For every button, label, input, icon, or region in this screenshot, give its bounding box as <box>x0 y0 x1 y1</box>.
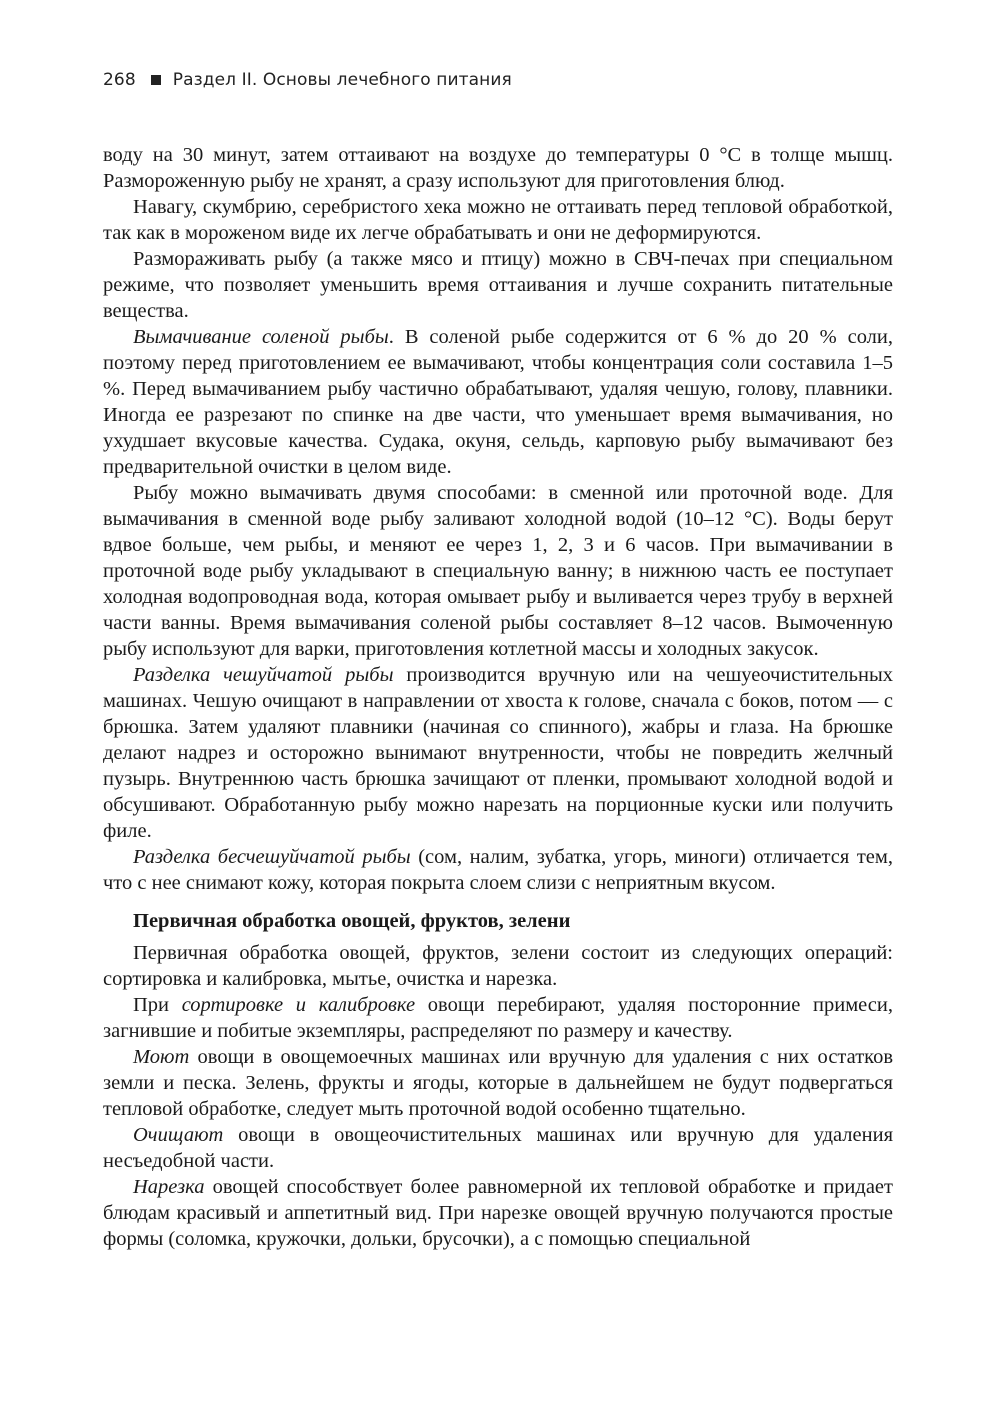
section-title: Раздел II. Основы лечебного питания <box>172 70 512 90</box>
paragraph-9-term: сортировке и калибровке <box>181 994 416 1016</box>
paragraph-4-text: . В соленой рыбе содержится от 6 % до 20 % соли, поэтому перед приготовлением ее вымачивают, чтобы концентрация соли составила 1–5 %. Перед вымачиванием рыбу частично обрабатывают, удаляя чешую, голову, плавники. Иногда ее разрезают по спинке на две части, что уменьшает время вымачивания, но ухудшает вкусовые качества. Судака, окуня, сельдь, карповую рыбу вымачивают без предварительной очистки в целом виде. <box>103 326 894 478</box>
paragraph-5 <box>103 480 893 662</box>
paragraph-4-term: Вымачивание соленой рыбы <box>133 326 389 348</box>
paragraph-9-prefix: При <box>133 994 182 1016</box>
paragraph-2-text: Навагу, скумбрию, серебристого хека можно не оттаивать перед тепловой обработкой, так как в мороженом виде их легче обрабатывать и они не деформируются. <box>103 196 893 244</box>
paragraph-10-text: овощи в овощемоечных машинах или вручную для удаления с них остатков земли и песка. Зелень, фрукты и ягоды, которые в дальнейшем не будут подвергаться тепловой обработке, следует мыть проточной водой особенно тщательно. <box>103 1046 893 1120</box>
paragraph-6-term: Разделка чешуйчатой рыбы <box>133 664 394 686</box>
section-heading: Первичная обработка овощей, фруктов, зелени <box>133 910 571 932</box>
paragraph-7-text: (сом, налим, зубатка, угорь, миноги) отличается тем, что с нее снимают кожу, которая покрыта слоем слизи с неприятным вкусом. <box>103 846 893 894</box>
paragraph-10 <box>103 1044 893 1122</box>
paragraph-7-term: Разделка бесчешуйчатой рыбы <box>133 846 411 868</box>
paragraph-2 <box>103 194 893 246</box>
paragraph-3 <box>103 246 893 324</box>
body-text <box>103 142 893 1252</box>
paragraph-9 <box>103 992 893 1044</box>
paragraph-10-term: Моют <box>133 1046 190 1068</box>
paragraph-8-text: Первичная обработка овощей, фруктов, зелени состоит из следующих операций: сортировка и калибровка, мытье, очистка и нарезка. <box>103 942 893 990</box>
paragraph-12 <box>103 1174 893 1252</box>
book-page <box>103 70 893 1252</box>
paragraph-1 <box>103 142 893 194</box>
paragraph-9-text: овощи перебирают, удаляя посторонние примеси, загнившие и побитые экземпляры, распределяют по размеру и качеству. <box>103 994 893 1042</box>
paragraph-6-text: производится вручную или на чешуеочистительных машинах. Чешую очищают в направлении от хвоста к голове, сначала с боков, потом — с брюшка. Затем удаляют плавники (начиная со спинного), жабры и глаза. На брюшке делают надрез и осторожно вынимают внутренности, чтобы не повредить желчный пузырь. Внутреннюю часть брюшка зачищают от пленки, промывают холодной водой и обсушивают. Обработанную рыбу можно нарезать на порционные куски или получить филе. <box>103 664 893 842</box>
paragraph-7 <box>103 844 893 896</box>
paragraph-11-term: Очищают <box>133 1124 224 1146</box>
paragraph-1-text: воду на 30 минут, затем оттаивают на воздухе до температуры 0 °С в толще мышц. Размороженную рыбу не хранят, а сразу используют для приготовления блюд. <box>103 144 893 192</box>
paragraph-8 <box>103 940 893 992</box>
paragraph-3-text: Размораживать рыбу (а также мясо и птицу) можно в СВЧ-печах при специальном режиме, что позволяет уменьшить время оттаивания и лучше сохранить питательные вещества. <box>103 248 893 322</box>
paragraph-11 <box>103 1122 893 1174</box>
paragraph-4 <box>103 324 893 480</box>
paragraph-12-term: Нарезка <box>133 1176 205 1198</box>
square-bullet-icon <box>151 75 161 85</box>
paragraph-6 <box>103 662 893 844</box>
page-number: 268 <box>103 70 136 90</box>
paragraph-11-text: овощи в овощеочистительных машинах или вручную для удаления несъедобной части. <box>103 1124 893 1172</box>
paragraph-5-text: Рыбу можно вымачивать двумя способами: в сменной или проточной воде. Для вымачивания в сменной воде рыбу заливают холодной водой (10–12 °С). Воды берут вдвое больше, чем рыбы, и меняют ее через 1, 2, 3 и 6 часов. При вымачивании в проточной воде рыбу укладывают в специальную ванну; в нижнюю часть ее поступает холодная водопроводная вода, которая омывает рыбу и выливается через трубу в верхней части ванны. Время вымачивания соленой рыбы составляет 8–12 часов. Вымоченную рыбу используют для варки, приготовления котлетной массы и холодных закусок. <box>103 482 893 660</box>
running-header <box>103 70 893 90</box>
paragraph-12-text: овощей способствует более равномерной их тепловой обработке и придает блюдам красивый и аппетитный вид. При нарезке овощей вручную получаются простые формы (соломка, кружочки, дольки, брусочки), а с помощью специальной <box>103 1176 893 1250</box>
